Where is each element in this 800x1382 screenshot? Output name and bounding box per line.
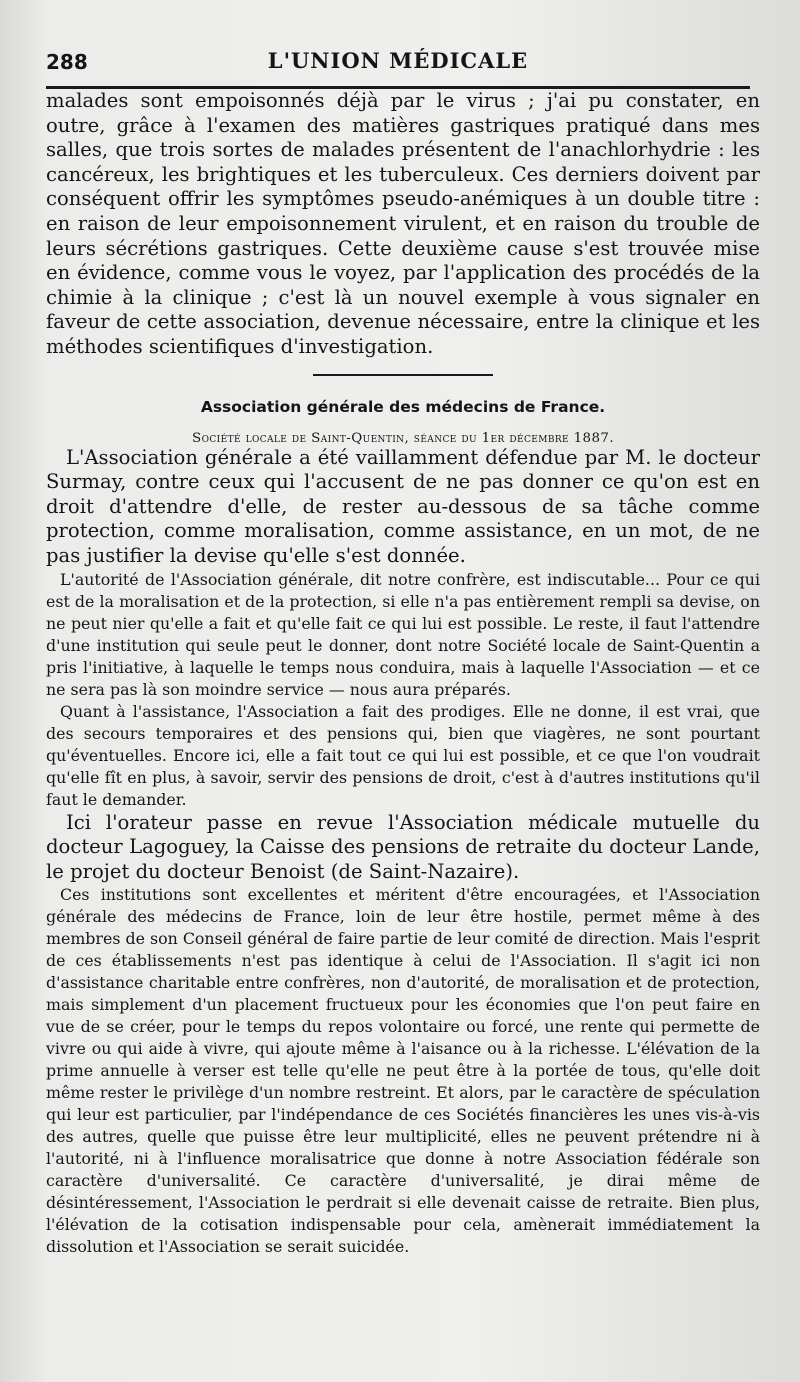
quote-paragraph: L'autorité de l'Association générale, dit notre confrère, est indiscutable... Pour ce qui est de la moralisation et de la protection, si elle n'a pas entièrement rempli sa devise, on ne peut nier qu'elle a fait et qu'elle fait ce qui lui est possible. Le reste, il faut l'attendre d'une institution qui seule peut le donner, dont notre Société locale de Saint-Quentin a pris l'initiative, à laquelle le temps nous conduira, mais à laquelle l'Association — et ce ne sera pas là son moindre service — nous aura préparés. [46,569,760,699]
quote-paragraph: Quant à l'assistance, l'Association a fait des prodiges. Elle ne donne, il est vrai, que des secours temporaires et des pensions qui, bien que viagères, ne sont pourtant qu'éventuelles. Encore ici, elle a fait tout ce qui lui est possible, et ce que l'on voudrait qu'elle fît en plus, à savoir, servir des pensions de droit, c'est à d'autres institutions qu'il faut le demander. [46,701,760,809]
section-subtitle: Société locale de Saint-Quentin, séance du 1er décembre 1887. [192,430,614,446]
article-body [46,89,760,1258]
intro-paragraph: malades sont empoisonnés déjà par le virus ; j'ai pu constater, en outre, grâce à l'examen des matières gastriques pratiqué dans mes salles, que trois sortes de malades présentent de l'anachlorhydrie : les cancéreux, les brightiques et les tuberculeux. Ces derniers doivent par conséquent offrir les symptômes pseudo-anémiques à un double titre : en raison de leur empoisonnement virulent, et en raison du trouble de leurs sécrétions gastriques. Cette deuxième cause s'est trouvée mise en évidence, comme vous le voyez, par l'application des procédés de la chimie à la clinique ; c'est là un nouvel exemple à vous signaler en faveur de cette association, devenue nécessaire, entre la clinique et les méthodes scientifiques d'investigation. [46,89,760,358]
quote-paragraph: Ces institutions sont excellentes et méritent d'être encouragées, et l'Association générale des médecins de France, loin de leur être hostile, permet même à des membres de son Conseil général de faire partie de leur comité de direction. Mais l'esprit de ces établissements n'est pas identique à celui de l'Association. Il s'agit ici non d'assistance charitable entre confrères, non d'autorité, de moralisation et de protection, mais simplement d'un placement fructueux pour les économies que l'on peut faire en vue de se créer, pour le temps du repos volontaire ou forcé, une rente qui permette de vivre ou qui aide à vivre, qui ajoute même à l'aisance ou à la richesse. L'élévation de la prime annuelle à verser est telle qu'elle ne peut être à la portée de tous, qu'elle doit même rester le privilège d'un nombre restreint. Et alors, par le caractère de spéculation qui leur est particulier, par l'indépendance de ces Sociétés financières les unes vis-à-vis des autres, quelle que puisse être leur multiplicité, elles ne peuvent prétendre ni à l'autorité, ni à l'influence moralisatrice que donne à notre Association fédérale son caractère d'universalité. Ce caractère d'universalité, je dirai même de désintéressement, l'Association le perdrait si elle devenait caisse de retraite. Bien plus, l'élévation de la cotisation indispensable pour cela, amènerait immédiatement la dissolution et l'Association se serait suicidée. [46,885,760,1257]
paragraph-orateur: Ici l'orateur passe en revue l'Association médicale mutuelle du docteur Lagoguey, la Caisse des pensions de retraite du docteur Lande, le projet du docteur Benoist (de Saint-Nazaire). [46,810,760,883]
page-header [46,40,750,89]
section-divider [313,374,493,376]
paragraph-association: L'Association générale a été vaillamment défendue par M. le docteur Surmay, contre ceux qui l'accusent de ne pas donner ce qu'on est en droit d'attendre d'elle, de rester au-dessous de sa tâche comme protection, comme moralisation, comme assistance, en un mot, de ne pas justifier la devise qu'elle s'est donnée. [46,445,760,567]
page-number: 288 [46,50,88,74]
running-title: L'UNION MÉDICALE [267,48,529,73]
section-title: Association générale des médecins de France. [200,397,606,416]
